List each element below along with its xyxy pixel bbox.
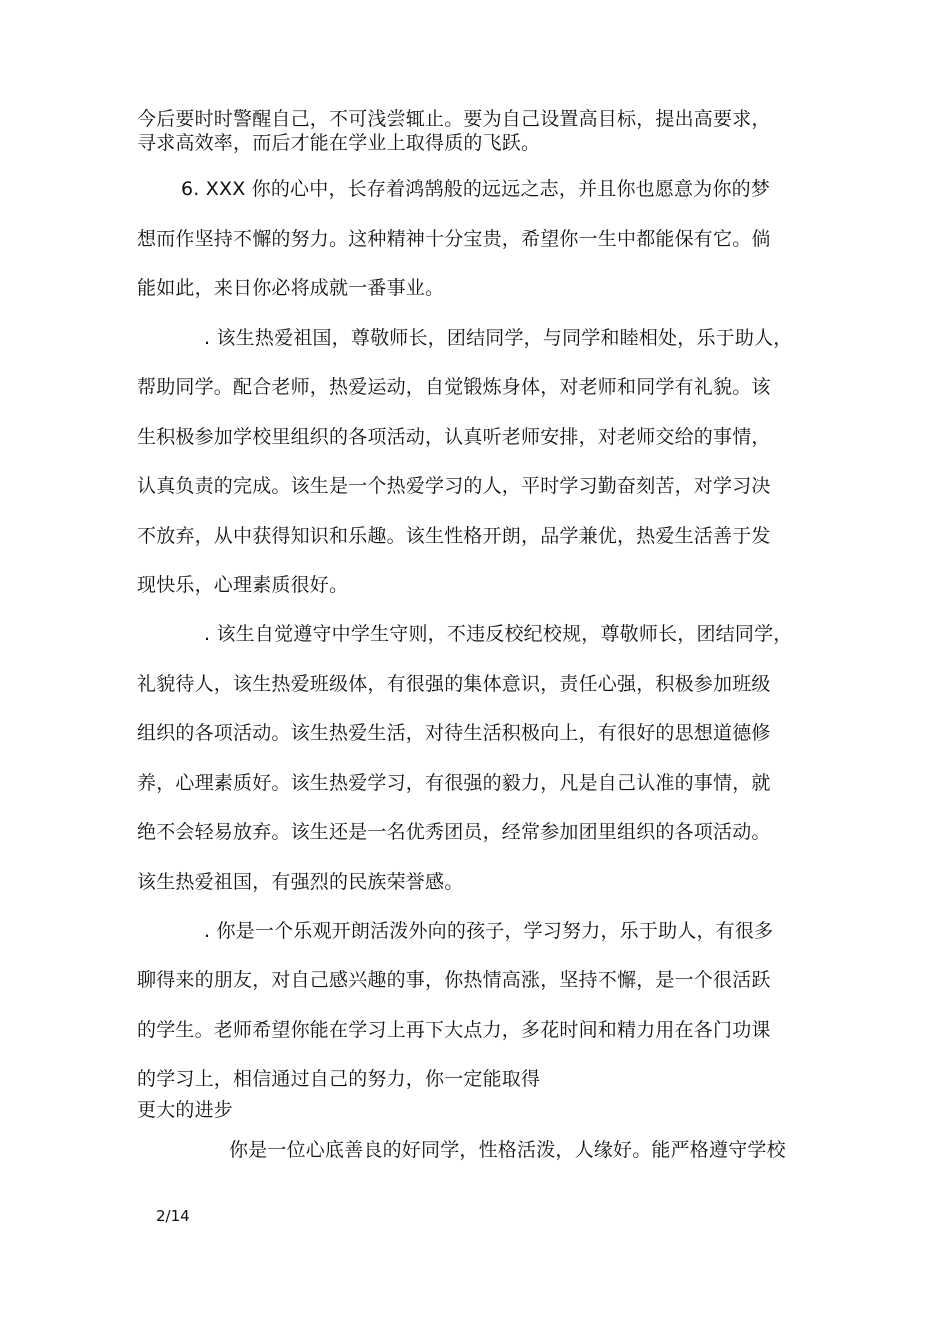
text-line: 组织的各项活动。该生热爱生活，对待生活积极向上，有很好的思想道德修 [137,722,771,744]
text-line: . 你是一个乐观开朗活泼外向的孩子，学习努力，乐于助人，有很多 [204,920,774,942]
text-line: 能如此，来日你必将成就一番事业。 [137,277,445,299]
text-line: 聊得来的朋友，对自己感兴趣的事，你热情高涨，坚持不懈，是一个很活跃 [137,969,771,991]
text-line: 今后要时时警醒自己，不可浅尝辄止。要为自己设置高目标，提出高要求， [137,108,771,130]
text-line: 养，心理素质好。该生热爱学习，有很强的毅力，凡是自己认准的事情，就 [137,772,771,794]
text-line: 生积极参加学校里组织的各项活动，认真听老师安排，对老师交给的事情， [137,426,771,448]
text-line: . 该生热爱祖国，尊敬师长，团结同学，与同学和睦相处，乐于助人， [204,327,793,349]
text-line: 帮助同学。配合老师，热爱运动，自觉锻炼身体，对老师和同学有礼貌。该 [137,376,771,398]
text-line: 该生热爱祖国，有强烈的民族荣誉感。 [137,871,464,893]
text-line: 现快乐，心理素质很好。 [137,574,349,596]
text-line: 礼貌待人，该生热爱班级体，有很强的集体意识，责任心强，积极参加班级 [137,673,771,695]
text-line: 6. XXX 你的心中，长存着鸿鹄般的远远之志，并且你也愿意为你的梦 [181,178,771,200]
text-line: . 该生自觉遵守中学生守则，不违反校纪校规，尊敬师长，团结同学， [204,623,793,645]
text-line: 不放弃，从中获得知识和乐趣。该生性格开朗，品学兼优，热爱生活善于发 [137,525,771,547]
page-number: 2/14 [156,1207,190,1225]
text-line: 寻求高效率，而后才能在学业上取得质的飞跃。 [137,132,541,154]
text-line: 认真负责的完成。该生是一个热爱学习的人，平时学习勤奋刻苦，对学习决 [137,475,771,497]
text-line: 绝不会轻易放弃。该生还是一名优秀团员，经常参加团里组织的各项活动。 [137,821,771,843]
text-line: 你是一位心底善良的好同学，性格活泼，人缘好。能严格遵守学校 [229,1139,786,1161]
text-line: 更大的进步 [137,1099,234,1121]
text-line: 的学生。老师希望你能在学习上再下大点力，多花时间和精力用在各门功课 [137,1019,771,1041]
text-line: 的学习上，相信通过自己的努力，你一定能取得 [137,1068,541,1090]
text-line: 想而作坚持不懈的努力。这种精神十分宝贵，希望你一生中都能保有它。倘 [137,228,771,250]
